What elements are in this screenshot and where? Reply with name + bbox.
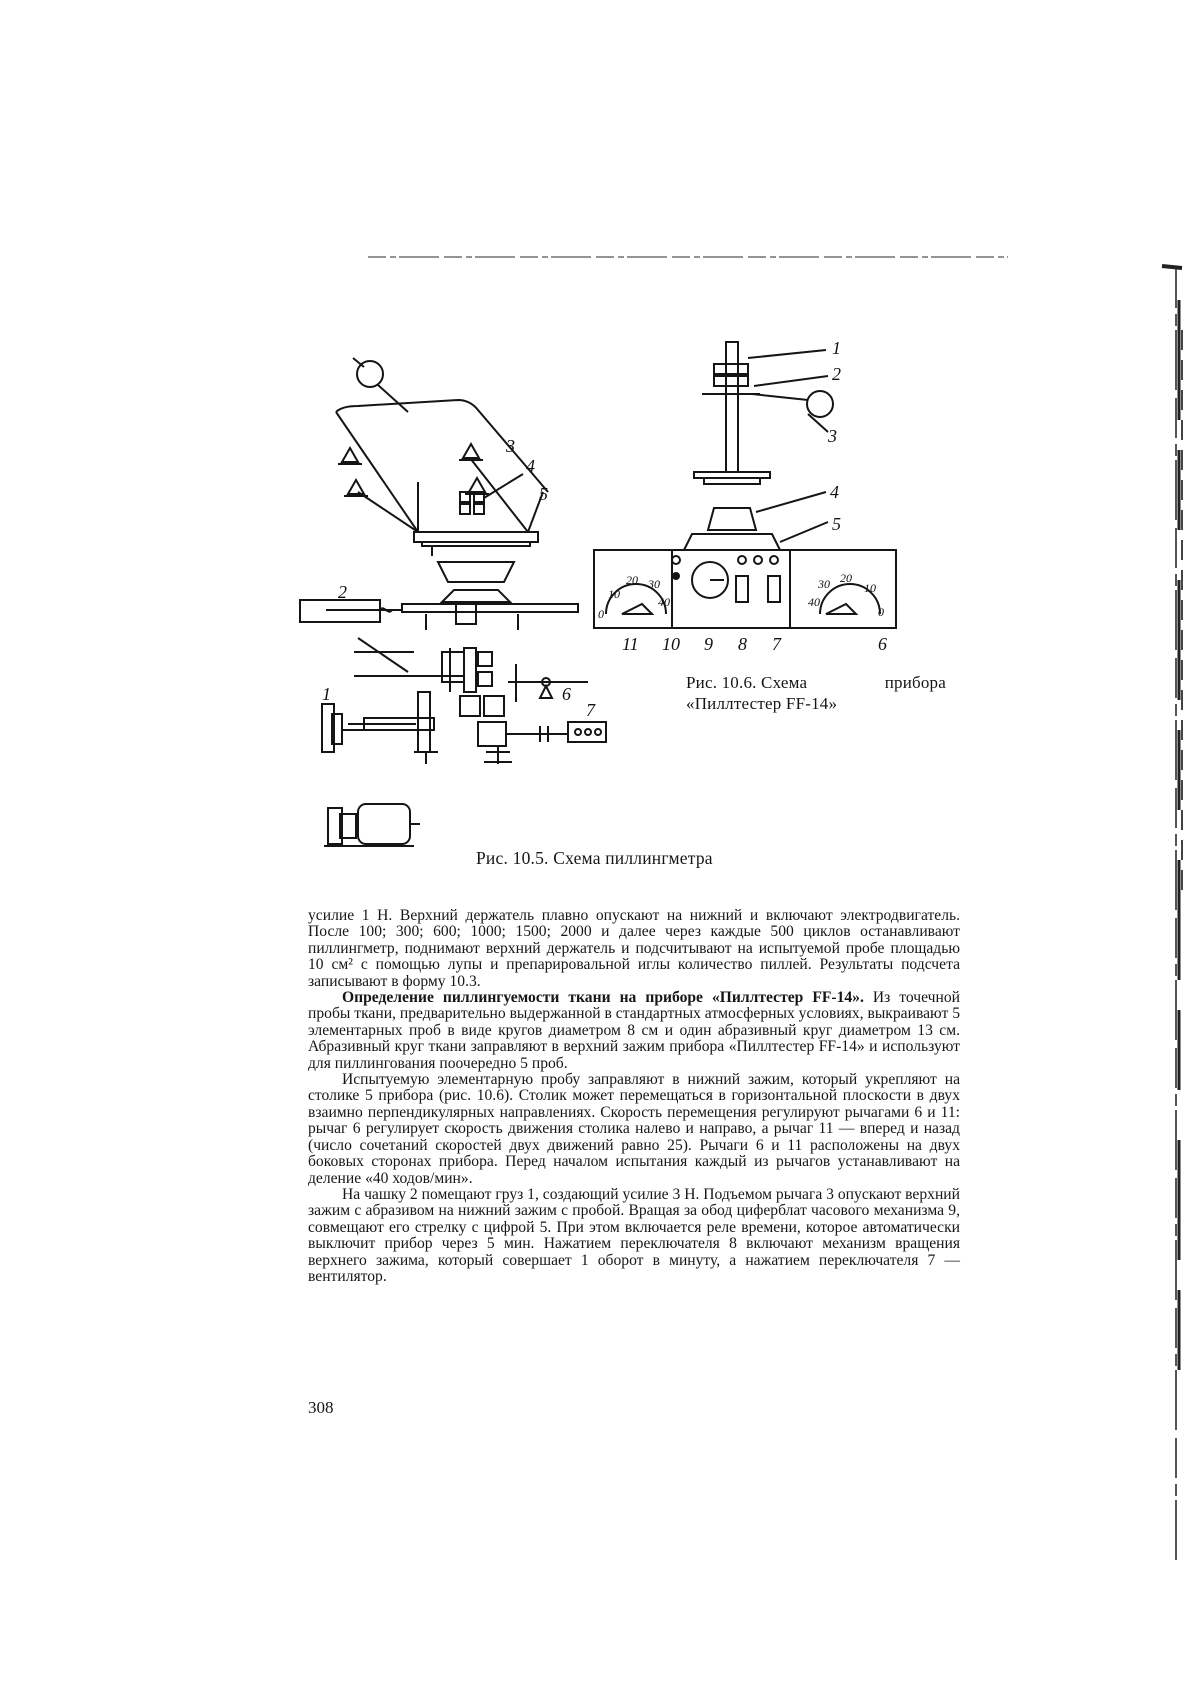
figure-10-6-drawing	[598, 338, 962, 654]
fig-10-5-label-5: 5	[539, 484, 548, 504]
fig-10-5-label-2: 2	[338, 582, 347, 602]
dial-left-tick-40: 40	[658, 595, 670, 609]
fig-10-6-label-1: 1	[832, 338, 841, 358]
body-text	[308, 908, 960, 1285]
figure-10-6-caption-left: Рис. 10.6. Схема	[686, 673, 808, 692]
fig-10-6-label-9: 9	[704, 634, 713, 654]
fig-10-6-label-4: 4	[830, 482, 839, 502]
dial-left-tick-10: 10	[608, 587, 620, 601]
top-rule	[368, 256, 1008, 258]
figure-10-6-pilltester	[598, 338, 962, 654]
dial-right-tick-20: 20	[840, 571, 852, 585]
fig-10-6-label-6: 6	[878, 634, 887, 654]
paragraph-2-text: Из точечной пробы ткани, предварительно выдержанной в стандартных атмосферных условиях, выкраивают 5 элементарных проб в виде кругов диаметром 8 см и один абразивный круг диаметром 13 см. Абразивный круг ткани заправляют в верхний зажим прибора «Пиллтестер FF-14» и используют для пиллингования поочередно 5 проб.	[308, 989, 960, 1072]
dial-right-tick-10: 10	[864, 581, 876, 595]
page-number: 308	[308, 1398, 334, 1417]
paragraph-2	[308, 990, 960, 1072]
figure-10-5-caption: Рис. 10.5. Схема пиллингметра	[476, 848, 713, 868]
fig-10-6-label-8: 8	[738, 634, 747, 654]
fig-10-6-label-5: 5	[832, 514, 841, 534]
dial-right-tick-40: 40	[808, 595, 820, 609]
dial-left-tick-30: 30	[648, 577, 660, 591]
scan-edge-shadow	[986, 0, 1191, 1684]
paragraph-3: Испытуемую элементарную пробу заправляют в нижний зажим, который укрепляют на столике 5 прибора (рис. 10.6). Столик может перемещаться в горизонтальной плоскости в двух взаимно перпендикулярных направлениях. Скорость перемещения регулируют рычагами 6 и 11: рычаг 6 регулирует скорость движения столика налево и направо, а рычаг 11 — вперед и назад (число сочетаний скоростей двух движений равно 25). Рычаги 6 и 11 расположены на двух боковых сторонах прибора. Перед началом испытания каждый из рычагов устанавливают на деление «40 ходов/мин».	[308, 1071, 960, 1187]
dial-left-tick-20: 20	[626, 573, 638, 587]
figure-10-6-caption-line2: «Пиллтестер FF-14»	[686, 694, 838, 713]
fig-10-5-label-7: 7	[586, 700, 595, 720]
fig-10-6-label-7: 7	[772, 634, 781, 654]
fig-10-5-label-4: 4	[526, 456, 535, 476]
fig-10-5-label-1: 1	[322, 684, 331, 704]
fig-10-6-label-10: 10	[662, 634, 680, 654]
fig-10-6-label-3: 3	[828, 426, 837, 446]
paragraph-4: На чашку 2 помещают груз 1, создающий усилие 3 Н. Подъемом рычага 3 опускают верхний зажим с абразивом на нижний зажим с пробой. Вращая за обод циферблат часового механизма 9, совмещают его стрелку с цифрой 5. При этом включается реле времени, которое автоматически выключит прибор через 5 мин. Нажатием переключателя 8 включают механизм вращения верхнего зажима, который совершает 1 оборот в минуту, а нажатием переключателя 7 — вентилятор.	[308, 1185, 960, 1285]
dial-left-tick-0: 0	[598, 607, 604, 621]
paragraph-2-heading: Определение пиллингуемости ткани на приборе «Пиллтестер FF-14».	[342, 989, 864, 1007]
fig-10-6-label-2: 2	[832, 364, 841, 384]
fig-10-6-label-11: 11	[622, 634, 639, 654]
figure-10-6-caption	[686, 672, 946, 714]
dial-right-tick-30: 30	[818, 577, 830, 591]
fig-10-5-label-3: 3	[506, 436, 515, 456]
paragraph-1: усилие 1 Н. Верхний держатель плавно опускают на нижний и включают электродвигатель. После 100; 300; 600; 1000; 1500; 2000 и далее через каждые 500 циклов останавливают пиллингметр, поднимают верхний держатель и подсчитывают на испытуемой пробе площадью 10 см² с помощью лупы и препарировальной иглы количество пиллей. Результаты подсчета записывают в форму 10.3.	[308, 907, 960, 990]
fig-10-5-label-6: 6	[562, 684, 571, 704]
dial-right-tick-0: 0	[878, 605, 884, 619]
figure-10-5-labels	[322, 436, 596, 720]
figure-10-6-caption-right: прибора	[884, 673, 946, 692]
